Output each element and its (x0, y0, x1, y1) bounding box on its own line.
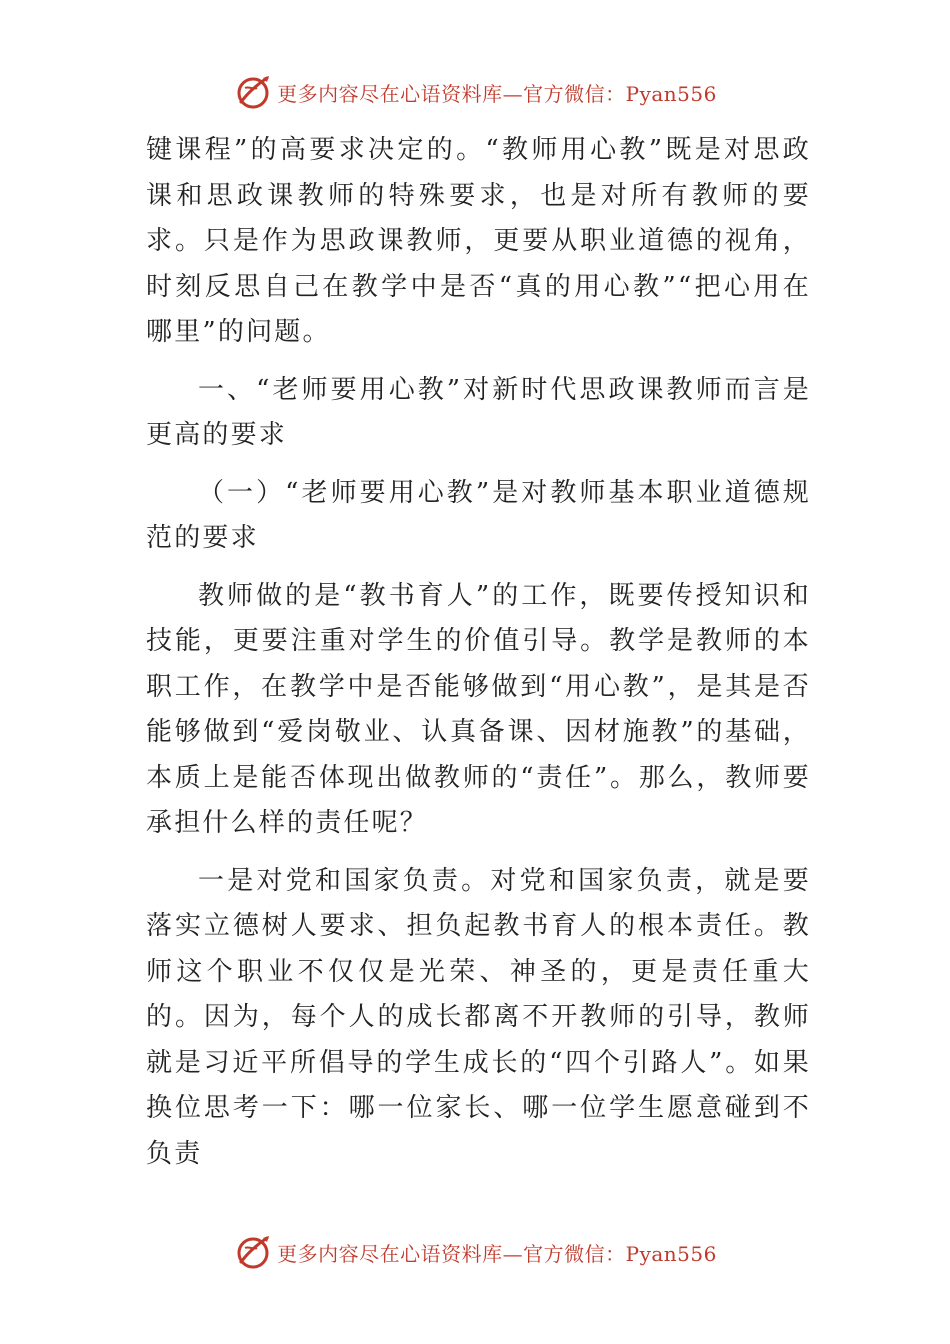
footer-banner-text: 更多内容尽在心语资料库—官方微信：Pyan556 (277, 1241, 717, 1266)
header-banner-text: 更多内容尽在心语资料库—官方微信：Pyan556 (277, 81, 717, 106)
subsection-heading-1: （一）“老师要用心教”是对教师基本职业道德规范的要求 (146, 477, 811, 553)
section-heading-1: 一、“老师要用心教”对新时代思政课教师而言是更高的要求 (146, 374, 811, 450)
footer-banner (0, 1230, 950, 1274)
paragraph-teacher-duty: 教师做的是“教书育人”的工作，既要传授知识和技能，更要注重对学生的价值引导。教学是教师的本职工作，在教学中是否能够做到“用心教”，是其是否能够做到“爱岗敬业、认真备课、因材施教”的基础，本质上是能否体现出做教师的“责任”。那么，教师要承担什么样的责任呢？ (146, 580, 811, 838)
paragraph-responsibility-party: 一是对党和国家负责。对党和国家负责，就是要落实立德树人要求、担负起教书育人的根本责任。教师这个职业不仅仅是光荣、神圣的，更是责任重大的。因为，每个人的成长都离不开教师的引导，教师就是习近平所倡导的学生成长的“四个引路人”。如果换位思考一下：哪一位家长、哪一位学生愿意碰到不负责 (146, 865, 811, 1169)
paragraph-continuation: 键课程”的高要求决定的。“教师用心教”既是对思政课和思政课教师的特殊要求，也是对所有教师的要求。只是作为思政课教师，更要从职业道德的视角，时刻反思自己在教学中是否“真的用心教”“把心用在哪里”的问题。 (146, 135, 811, 347)
pen-logo-icon (233, 72, 273, 112)
header-banner (0, 70, 950, 114)
document-body (146, 128, 811, 1189)
pen-logo-icon (233, 1232, 273, 1272)
